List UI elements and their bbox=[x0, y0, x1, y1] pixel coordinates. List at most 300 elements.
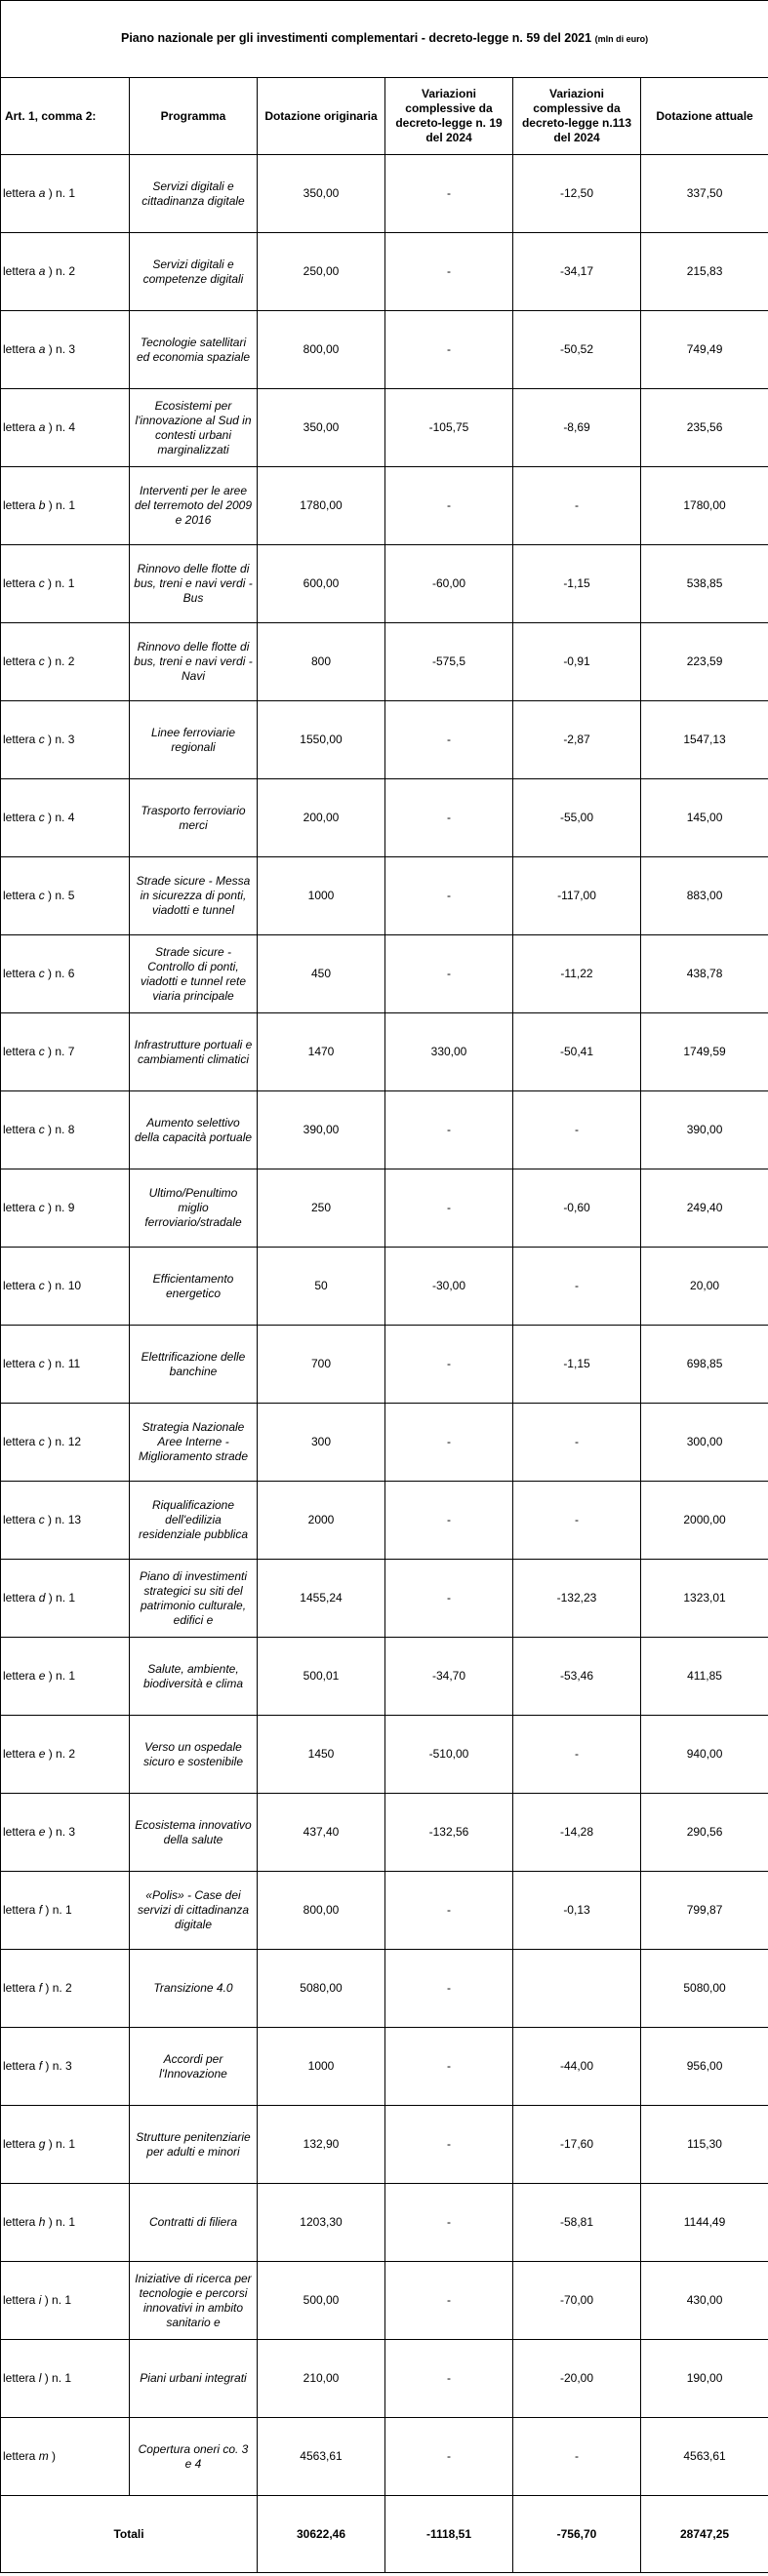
row-dotazione-attuale: 1323,01 bbox=[641, 1560, 768, 1638]
row-programma: Strategia Nazionale Aree Interne - Miglioramento strade bbox=[130, 1404, 258, 1482]
row-variazioni-19: - bbox=[385, 1950, 513, 2028]
row-variazioni-113 bbox=[513, 1950, 641, 2028]
row-variazioni-113: -1,15 bbox=[513, 1326, 641, 1404]
row-art-letter: c bbox=[38, 1123, 45, 1136]
table-row bbox=[1, 857, 768, 935]
row-variazioni-19: - bbox=[385, 2028, 513, 2106]
row-dotazione-attuale: 390,00 bbox=[641, 1091, 768, 1169]
row-art-letter: a bbox=[38, 420, 46, 434]
row-art-prefix: lettera bbox=[3, 654, 39, 668]
row-art-suffix: ) n. 1 bbox=[45, 498, 76, 512]
row-art-suffix: ) n. 2 bbox=[45, 264, 76, 278]
row-art-suffix: ) n. 1 bbox=[45, 2215, 76, 2229]
row-art-prefix: lettera bbox=[3, 2293, 39, 2307]
totals-variazioni-19: -1118,51 bbox=[385, 2496, 513, 2573]
row-art-cell bbox=[1, 389, 130, 467]
row-programma: Ecosistemi per l'innovazione al Sud in contesti urbani marginalizzati bbox=[130, 389, 258, 467]
row-art-letter: f bbox=[38, 1981, 43, 1995]
row-art-suffix: ) n. 1 bbox=[41, 2371, 72, 2385]
row-dotazione-attuale: 20,00 bbox=[641, 1248, 768, 1326]
row-programma: Ultimo/Penultimo miglio ferroviario/stradale bbox=[130, 1169, 258, 1248]
row-dotazione-attuale: 4563,61 bbox=[641, 2418, 768, 2496]
table-row bbox=[1, 233, 768, 311]
row-dotazione-attuale: 215,83 bbox=[641, 233, 768, 311]
row-art-letter: g bbox=[38, 2137, 46, 2151]
row-art-cell bbox=[1, 2418, 130, 2496]
row-dotazione-originaria: 450 bbox=[258, 935, 385, 1013]
row-art-cell bbox=[1, 935, 130, 1013]
row-dotazione-originaria: 1450 bbox=[258, 1716, 385, 1794]
table-row bbox=[1, 1872, 768, 1950]
row-programma: Riqualificazione dell'edilizia residenziale pubblica bbox=[130, 1482, 258, 1560]
table-row bbox=[1, 701, 768, 779]
row-dotazione-attuale: 5080,00 bbox=[641, 1950, 768, 2028]
row-art-cell bbox=[1, 1091, 130, 1169]
row-art-cell bbox=[1, 155, 130, 233]
table-row bbox=[1, 1169, 768, 1248]
row-variazioni-113: -117,00 bbox=[513, 857, 641, 935]
row-dotazione-attuale: 300,00 bbox=[641, 1404, 768, 1482]
row-art-cell bbox=[1, 779, 130, 857]
row-dotazione-originaria: 1000 bbox=[258, 2028, 385, 2106]
row-art-suffix: ) n. 4 bbox=[45, 420, 76, 434]
row-art-suffix: ) n. 3 bbox=[42, 2059, 72, 2073]
row-art-letter: i bbox=[38, 2293, 42, 2307]
row-dotazione-attuale: 2000,00 bbox=[641, 1482, 768, 1560]
row-variazioni-113: - bbox=[513, 1482, 641, 1560]
row-variazioni-19: - bbox=[385, 2262, 513, 2340]
row-dotazione-originaria: 210,00 bbox=[258, 2340, 385, 2418]
row-art-prefix: lettera bbox=[3, 2371, 39, 2385]
row-art-prefix: lettera bbox=[3, 1981, 39, 1995]
row-art-cell bbox=[1, 2028, 130, 2106]
row-dotazione-originaria: 390,00 bbox=[258, 1091, 385, 1169]
row-programma: Strade sicure - Messa in sicurezza di ponti, viadotti e tunnel bbox=[130, 857, 258, 935]
row-art-suffix: ) n. 1 bbox=[45, 1669, 76, 1683]
row-variazioni-113: -11,22 bbox=[513, 935, 641, 1013]
row-dotazione-originaria: 500,00 bbox=[258, 2262, 385, 2340]
totals-variazioni-113: -756,70 bbox=[513, 2496, 641, 2573]
row-variazioni-19: -30,00 bbox=[385, 1248, 513, 1326]
row-art-prefix: lettera bbox=[3, 1357, 39, 1370]
row-art-suffix: ) n. 4 bbox=[44, 811, 75, 824]
row-variazioni-113: -20,00 bbox=[513, 2340, 641, 2418]
row-variazioni-113: -34,17 bbox=[513, 233, 641, 311]
row-art-suffix: ) n. 2 bbox=[45, 1747, 76, 1761]
table-row bbox=[1, 2262, 768, 2340]
row-dotazione-originaria: 250 bbox=[258, 1169, 385, 1248]
row-variazioni-113: -70,00 bbox=[513, 2262, 641, 2340]
row-art-letter: f bbox=[38, 1903, 43, 1917]
row-dotazione-originaria: 5080,00 bbox=[258, 1950, 385, 2028]
row-variazioni-113: -12,50 bbox=[513, 155, 641, 233]
row-art-cell bbox=[1, 467, 130, 545]
table-title-cell bbox=[1, 1, 768, 78]
row-art-prefix: lettera bbox=[3, 1435, 39, 1448]
row-programma: Ecosistema innovativo della salute bbox=[130, 1794, 258, 1872]
table-title: Piano nazionale per gli investimenti complementari - decreto-legge n. 59 del 2021 bbox=[121, 31, 592, 46]
row-art-prefix: lettera bbox=[3, 811, 39, 824]
row-dotazione-originaria: 800,00 bbox=[258, 311, 385, 389]
row-variazioni-113: - bbox=[513, 467, 641, 545]
row-variazioni-19: 330,00 bbox=[385, 1013, 513, 1091]
row-dotazione-originaria: 2000 bbox=[258, 1482, 385, 1560]
row-art-prefix: lettera bbox=[3, 1591, 39, 1605]
row-art-cell bbox=[1, 2184, 130, 2262]
row-variazioni-19: - bbox=[385, 233, 513, 311]
row-programma: Copertura oneri co. 3 e 4 bbox=[130, 2418, 258, 2496]
row-programma: Verso un ospedale sicuro e sostenibile bbox=[130, 1716, 258, 1794]
row-dotazione-originaria: 1000 bbox=[258, 857, 385, 935]
row-programma: Piano di investimenti strategici su siti del patrimonio culturale, edifici e bbox=[130, 1560, 258, 1638]
row-dotazione-attuale: 883,00 bbox=[641, 857, 768, 935]
row-art-suffix: ) n. 13 bbox=[44, 1513, 82, 1526]
row-dotazione-originaria: 700 bbox=[258, 1326, 385, 1404]
row-dotazione-originaria: 600,00 bbox=[258, 545, 385, 623]
row-art-prefix: lettera bbox=[3, 1903, 39, 1917]
title-row bbox=[1, 1, 768, 78]
row-art-letter: c bbox=[38, 1435, 45, 1448]
unit-note: (mln di euro) bbox=[594, 34, 649, 45]
row-art-suffix: ) n. 1 bbox=[45, 186, 76, 200]
row-dotazione-originaria: 250,00 bbox=[258, 233, 385, 311]
row-art-suffix: ) n. 11 bbox=[44, 1357, 81, 1370]
row-variazioni-19: -510,00 bbox=[385, 1716, 513, 1794]
row-dotazione-attuale: 190,00 bbox=[641, 2340, 768, 2418]
row-art-letter: c bbox=[38, 1279, 45, 1292]
row-art-cell bbox=[1, 2106, 130, 2184]
row-variazioni-113: - bbox=[513, 1716, 641, 1794]
totals-label: Totali bbox=[1, 2496, 258, 2573]
row-art-suffix: ) n. 1 bbox=[45, 1591, 76, 1605]
row-art-letter: c bbox=[38, 1045, 45, 1058]
row-art-suffix: ) n. 1 bbox=[42, 1903, 72, 1917]
row-variazioni-113: -53,46 bbox=[513, 1638, 641, 1716]
row-variazioni-19: - bbox=[385, 1482, 513, 1560]
row-art-cell bbox=[1, 1794, 130, 1872]
row-art-cell bbox=[1, 1169, 130, 1248]
row-variazioni-19: -34,70 bbox=[385, 1638, 513, 1716]
row-art-letter: c bbox=[38, 576, 45, 590]
row-art-prefix: lettera bbox=[3, 733, 39, 746]
row-variazioni-19: - bbox=[385, 155, 513, 233]
row-art-prefix: lettera bbox=[3, 2059, 39, 2073]
row-programma: Contratti di filiera bbox=[130, 2184, 258, 2262]
row-dotazione-attuale: 115,30 bbox=[641, 2106, 768, 2184]
row-art-prefix: lettera bbox=[3, 1201, 39, 1214]
row-art-letter: e bbox=[38, 1825, 46, 1839]
row-art-cell bbox=[1, 623, 130, 701]
table-row bbox=[1, 1013, 768, 1091]
row-programma: Trasporto ferroviario merci bbox=[130, 779, 258, 857]
row-art-cell bbox=[1, 1638, 130, 1716]
row-variazioni-113: -55,00 bbox=[513, 779, 641, 857]
table-row bbox=[1, 1794, 768, 1872]
table-row bbox=[1, 155, 768, 233]
row-art-prefix: lettera bbox=[3, 2215, 39, 2229]
row-dotazione-attuale: 438,78 bbox=[641, 935, 768, 1013]
row-art-letter: b bbox=[38, 498, 46, 512]
header-programma: Programma bbox=[130, 78, 258, 155]
row-dotazione-attuale: 1144,49 bbox=[641, 2184, 768, 2262]
row-dotazione-originaria: 132,90 bbox=[258, 2106, 385, 2184]
row-art-cell bbox=[1, 1950, 130, 2028]
row-programma: Interventi per le aree del terremoto del 2009 e 2016 bbox=[130, 467, 258, 545]
table-row bbox=[1, 467, 768, 545]
table-row bbox=[1, 311, 768, 389]
row-programma: Rinnovo delle flotte di bus, treni e navi verdi - Bus bbox=[130, 545, 258, 623]
row-dotazione-attuale: 223,59 bbox=[641, 623, 768, 701]
row-dotazione-attuale: 1547,13 bbox=[641, 701, 768, 779]
row-variazioni-19: - bbox=[385, 2340, 513, 2418]
row-art-cell bbox=[1, 857, 130, 935]
table-row bbox=[1, 1482, 768, 1560]
table-row bbox=[1, 2418, 768, 2496]
row-variazioni-19: - bbox=[385, 1169, 513, 1248]
row-programma: Transizione 4.0 bbox=[130, 1950, 258, 2028]
table-row bbox=[1, 1950, 768, 2028]
row-variazioni-19: -575,5 bbox=[385, 623, 513, 701]
row-dotazione-attuale: 1780,00 bbox=[641, 467, 768, 545]
row-art-letter: c bbox=[38, 1513, 45, 1526]
header-art: Art. 1, comma 2: bbox=[1, 78, 130, 155]
header-row bbox=[1, 78, 768, 155]
table-row bbox=[1, 2184, 768, 2262]
row-programma: Servizi digitali e competenze digitali bbox=[130, 233, 258, 311]
row-art-letter: e bbox=[38, 1747, 46, 1761]
row-variazioni-19: -60,00 bbox=[385, 545, 513, 623]
row-dotazione-attuale: 799,87 bbox=[641, 1872, 768, 1950]
row-art-cell bbox=[1, 233, 130, 311]
row-programma: Elettrificazione delle banchine bbox=[130, 1326, 258, 1404]
row-programma: Efficientamento energetico bbox=[130, 1248, 258, 1326]
row-art-suffix: ) n. 7 bbox=[44, 1045, 75, 1058]
row-variazioni-113: - bbox=[513, 1248, 641, 1326]
row-art-prefix: lettera bbox=[3, 1279, 39, 1292]
table-row bbox=[1, 1404, 768, 1482]
row-art-letter: d bbox=[38, 1591, 46, 1605]
row-art-prefix: lettera bbox=[3, 1669, 39, 1683]
row-art-letter: m bbox=[38, 2449, 49, 2463]
row-art-prefix: lettera bbox=[3, 1045, 39, 1058]
row-art-letter: c bbox=[38, 811, 45, 824]
row-dotazione-originaria: 200,00 bbox=[258, 779, 385, 857]
row-variazioni-113: -17,60 bbox=[513, 2106, 641, 2184]
row-variazioni-19: - bbox=[385, 467, 513, 545]
row-dotazione-attuale: 145,00 bbox=[641, 779, 768, 857]
row-variazioni-19: - bbox=[385, 857, 513, 935]
row-dotazione-originaria: 500,01 bbox=[258, 1638, 385, 1716]
row-variazioni-19: - bbox=[385, 311, 513, 389]
row-programma: Infrastrutture portuali e cambiamenti climatici bbox=[130, 1013, 258, 1091]
row-programma: Aumento selettivo della capacità portuale bbox=[130, 1091, 258, 1169]
row-dotazione-originaria: 1780,00 bbox=[258, 467, 385, 545]
row-programma: Strutture penitenziarie per adulti e minori bbox=[130, 2106, 258, 2184]
row-variazioni-19: - bbox=[385, 1091, 513, 1169]
row-art-cell bbox=[1, 1404, 130, 1482]
row-art-suffix: ) n. 9 bbox=[44, 1201, 75, 1214]
row-programma: Salute, ambiente, biodiversità e clima bbox=[130, 1638, 258, 1716]
row-programma: Rinnovo delle flotte di bus, treni e navi verdi - Navi bbox=[130, 623, 258, 701]
row-dotazione-originaria: 800 bbox=[258, 623, 385, 701]
row-art-letter: c bbox=[38, 889, 45, 902]
row-variazioni-113: -132,23 bbox=[513, 1560, 641, 1638]
row-art-prefix: lettera bbox=[3, 2137, 39, 2151]
table-row bbox=[1, 1091, 768, 1169]
totals-row bbox=[1, 2496, 768, 2573]
row-art-prefix: lettera bbox=[3, 576, 39, 590]
row-art-suffix: ) n. 2 bbox=[44, 654, 75, 668]
row-art-suffix: ) n. 1 bbox=[45, 2137, 76, 2151]
row-art-suffix: ) n. 5 bbox=[44, 889, 75, 902]
table-row bbox=[1, 2028, 768, 2106]
row-programma: Accordi per l'Innovazione bbox=[130, 2028, 258, 2106]
row-programma: Tecnologie satellitari ed economia spaziale bbox=[130, 311, 258, 389]
row-art-cell bbox=[1, 1560, 130, 1638]
row-dotazione-originaria: 1550,00 bbox=[258, 701, 385, 779]
row-variazioni-19: - bbox=[385, 779, 513, 857]
row-dotazione-attuale: 698,85 bbox=[641, 1326, 768, 1404]
row-dotazione-attuale: 538,85 bbox=[641, 545, 768, 623]
row-dotazione-originaria: 1455,24 bbox=[258, 1560, 385, 1638]
row-dotazione-originaria: 1203,30 bbox=[258, 2184, 385, 2262]
row-variazioni-113: -8,69 bbox=[513, 389, 641, 467]
row-art-letter: c bbox=[38, 1357, 45, 1370]
row-art-cell bbox=[1, 2262, 130, 2340]
row-programma: Strade sicure - Controllo di ponti, viadotti e tunnel rete viaria principale bbox=[130, 935, 258, 1013]
row-art-prefix: lettera bbox=[3, 498, 39, 512]
row-variazioni-19: - bbox=[385, 1560, 513, 1638]
header-variazioni-113: Variazioni complessive da decreto-legge n.113 del 2024 bbox=[513, 78, 641, 155]
row-variazioni-19: -105,75 bbox=[385, 389, 513, 467]
row-dotazione-originaria: 300 bbox=[258, 1404, 385, 1482]
row-variazioni-19: - bbox=[385, 1404, 513, 1482]
row-programma: Iniziative di ricerca per tecnologie e percorsi innovativi in ambito sanitario e bbox=[130, 2262, 258, 2340]
table-row bbox=[1, 1248, 768, 1326]
row-variazioni-113: -0,13 bbox=[513, 1872, 641, 1950]
row-variazioni-113: -0,60 bbox=[513, 1169, 641, 1248]
row-variazioni-113: -14,28 bbox=[513, 1794, 641, 1872]
row-variazioni-19: -132,56 bbox=[385, 1794, 513, 1872]
table-row bbox=[1, 1326, 768, 1404]
row-art-suffix: ) n. 12 bbox=[44, 1435, 82, 1448]
row-art-suffix: ) n. 3 bbox=[44, 733, 75, 746]
row-variazioni-113: -58,81 bbox=[513, 2184, 641, 2262]
table-row bbox=[1, 1716, 768, 1794]
row-art-suffix: ) n. 1 bbox=[44, 576, 75, 590]
row-art-cell bbox=[1, 701, 130, 779]
row-dotazione-attuale: 249,40 bbox=[641, 1169, 768, 1248]
row-art-cell bbox=[1, 1248, 130, 1326]
row-art-suffix: ) n. 3 bbox=[45, 342, 76, 356]
header-dotazione-originaria: Dotazione originaria bbox=[258, 78, 385, 155]
row-art-suffix: ) n. 1 bbox=[41, 2293, 72, 2307]
row-art-suffix: ) n. 10 bbox=[44, 1279, 82, 1292]
row-art-cell bbox=[1, 1482, 130, 1560]
row-art-prefix: lettera bbox=[3, 1747, 39, 1761]
row-art-letter: c bbox=[38, 654, 45, 668]
row-dotazione-attuale: 749,49 bbox=[641, 311, 768, 389]
row-programma: Servizi digitali e cittadinanza digitale bbox=[130, 155, 258, 233]
row-programma: Piani urbani integrati bbox=[130, 2340, 258, 2418]
row-art-prefix: lettera bbox=[3, 967, 39, 980]
row-art-prefix: lettera bbox=[3, 1123, 39, 1136]
row-art-cell bbox=[1, 545, 130, 623]
row-art-suffix: ) n. 2 bbox=[42, 1981, 72, 1995]
row-variazioni-19: - bbox=[385, 2418, 513, 2496]
row-art-prefix: lettera bbox=[3, 420, 39, 434]
row-dotazione-attuale: 411,85 bbox=[641, 1638, 768, 1716]
row-art-prefix: lettera bbox=[3, 186, 39, 200]
row-art-cell bbox=[1, 2340, 130, 2418]
row-art-prefix: lettera bbox=[3, 264, 39, 278]
row-art-letter: f bbox=[38, 2059, 43, 2073]
row-dotazione-originaria: 4563,61 bbox=[258, 2418, 385, 2496]
totals-dotazione-attuale: 28747,25 bbox=[641, 2496, 768, 2573]
header-dotazione-attuale: Dotazione attuale bbox=[641, 78, 768, 155]
row-dotazione-attuale: 430,00 bbox=[641, 2262, 768, 2340]
table-row bbox=[1, 2106, 768, 2184]
row-art-prefix: lettera bbox=[3, 1513, 39, 1526]
row-variazioni-19: - bbox=[385, 1326, 513, 1404]
row-art-prefix: lettera bbox=[3, 889, 39, 902]
row-art-cell bbox=[1, 1872, 130, 1950]
row-art-letter: h bbox=[38, 2215, 46, 2229]
totals-dotazione-originaria: 30622,46 bbox=[258, 2496, 385, 2573]
header-variazioni-19: Variazioni complessive da decreto-legge n. 19 del 2024 bbox=[385, 78, 513, 155]
row-dotazione-originaria: 50 bbox=[258, 1248, 385, 1326]
table-row bbox=[1, 2340, 768, 2418]
row-dotazione-originaria: 350,00 bbox=[258, 389, 385, 467]
table-row bbox=[1, 1638, 768, 1716]
row-variazioni-113: -0,91 bbox=[513, 623, 641, 701]
row-programma: «Polis» - Case dei servizi di cittadinanza digitale bbox=[130, 1872, 258, 1950]
table-row bbox=[1, 1560, 768, 1638]
row-dotazione-originaria: 1470 bbox=[258, 1013, 385, 1091]
row-variazioni-19: - bbox=[385, 935, 513, 1013]
row-variazioni-113: -50,41 bbox=[513, 1013, 641, 1091]
row-dotazione-attuale: 940,00 bbox=[641, 1716, 768, 1794]
row-art-letter: e bbox=[38, 1669, 46, 1683]
row-art-cell bbox=[1, 1013, 130, 1091]
row-art-cell bbox=[1, 1326, 130, 1404]
row-art-prefix: lettera bbox=[3, 2449, 39, 2463]
row-dotazione-originaria: 437,40 bbox=[258, 1794, 385, 1872]
table-row bbox=[1, 389, 768, 467]
row-art-letter: c bbox=[38, 1201, 45, 1214]
table-row bbox=[1, 545, 768, 623]
row-art-prefix: lettera bbox=[3, 342, 39, 356]
table-row bbox=[1, 779, 768, 857]
row-variazioni-19: - bbox=[385, 1872, 513, 1950]
row-variazioni-19: - bbox=[385, 2184, 513, 2262]
row-art-letter: a bbox=[38, 342, 46, 356]
row-art-cell bbox=[1, 1716, 130, 1794]
row-dotazione-originaria: 350,00 bbox=[258, 155, 385, 233]
row-variazioni-113: -44,00 bbox=[513, 2028, 641, 2106]
row-dotazione-attuale: 337,50 bbox=[641, 155, 768, 233]
row-art-letter: a bbox=[38, 264, 46, 278]
row-variazioni-19: - bbox=[385, 2106, 513, 2184]
row-variazioni-113: -50,52 bbox=[513, 311, 641, 389]
row-art-suffix: ) n. 3 bbox=[45, 1825, 76, 1839]
row-dotazione-attuale: 956,00 bbox=[641, 2028, 768, 2106]
row-dotazione-originaria: 800,00 bbox=[258, 1872, 385, 1950]
row-art-suffix: ) n. 6 bbox=[44, 967, 75, 980]
row-art-letter: c bbox=[38, 733, 45, 746]
row-dotazione-attuale: 1749,59 bbox=[641, 1013, 768, 1091]
row-art-letter: l bbox=[38, 2371, 42, 2385]
